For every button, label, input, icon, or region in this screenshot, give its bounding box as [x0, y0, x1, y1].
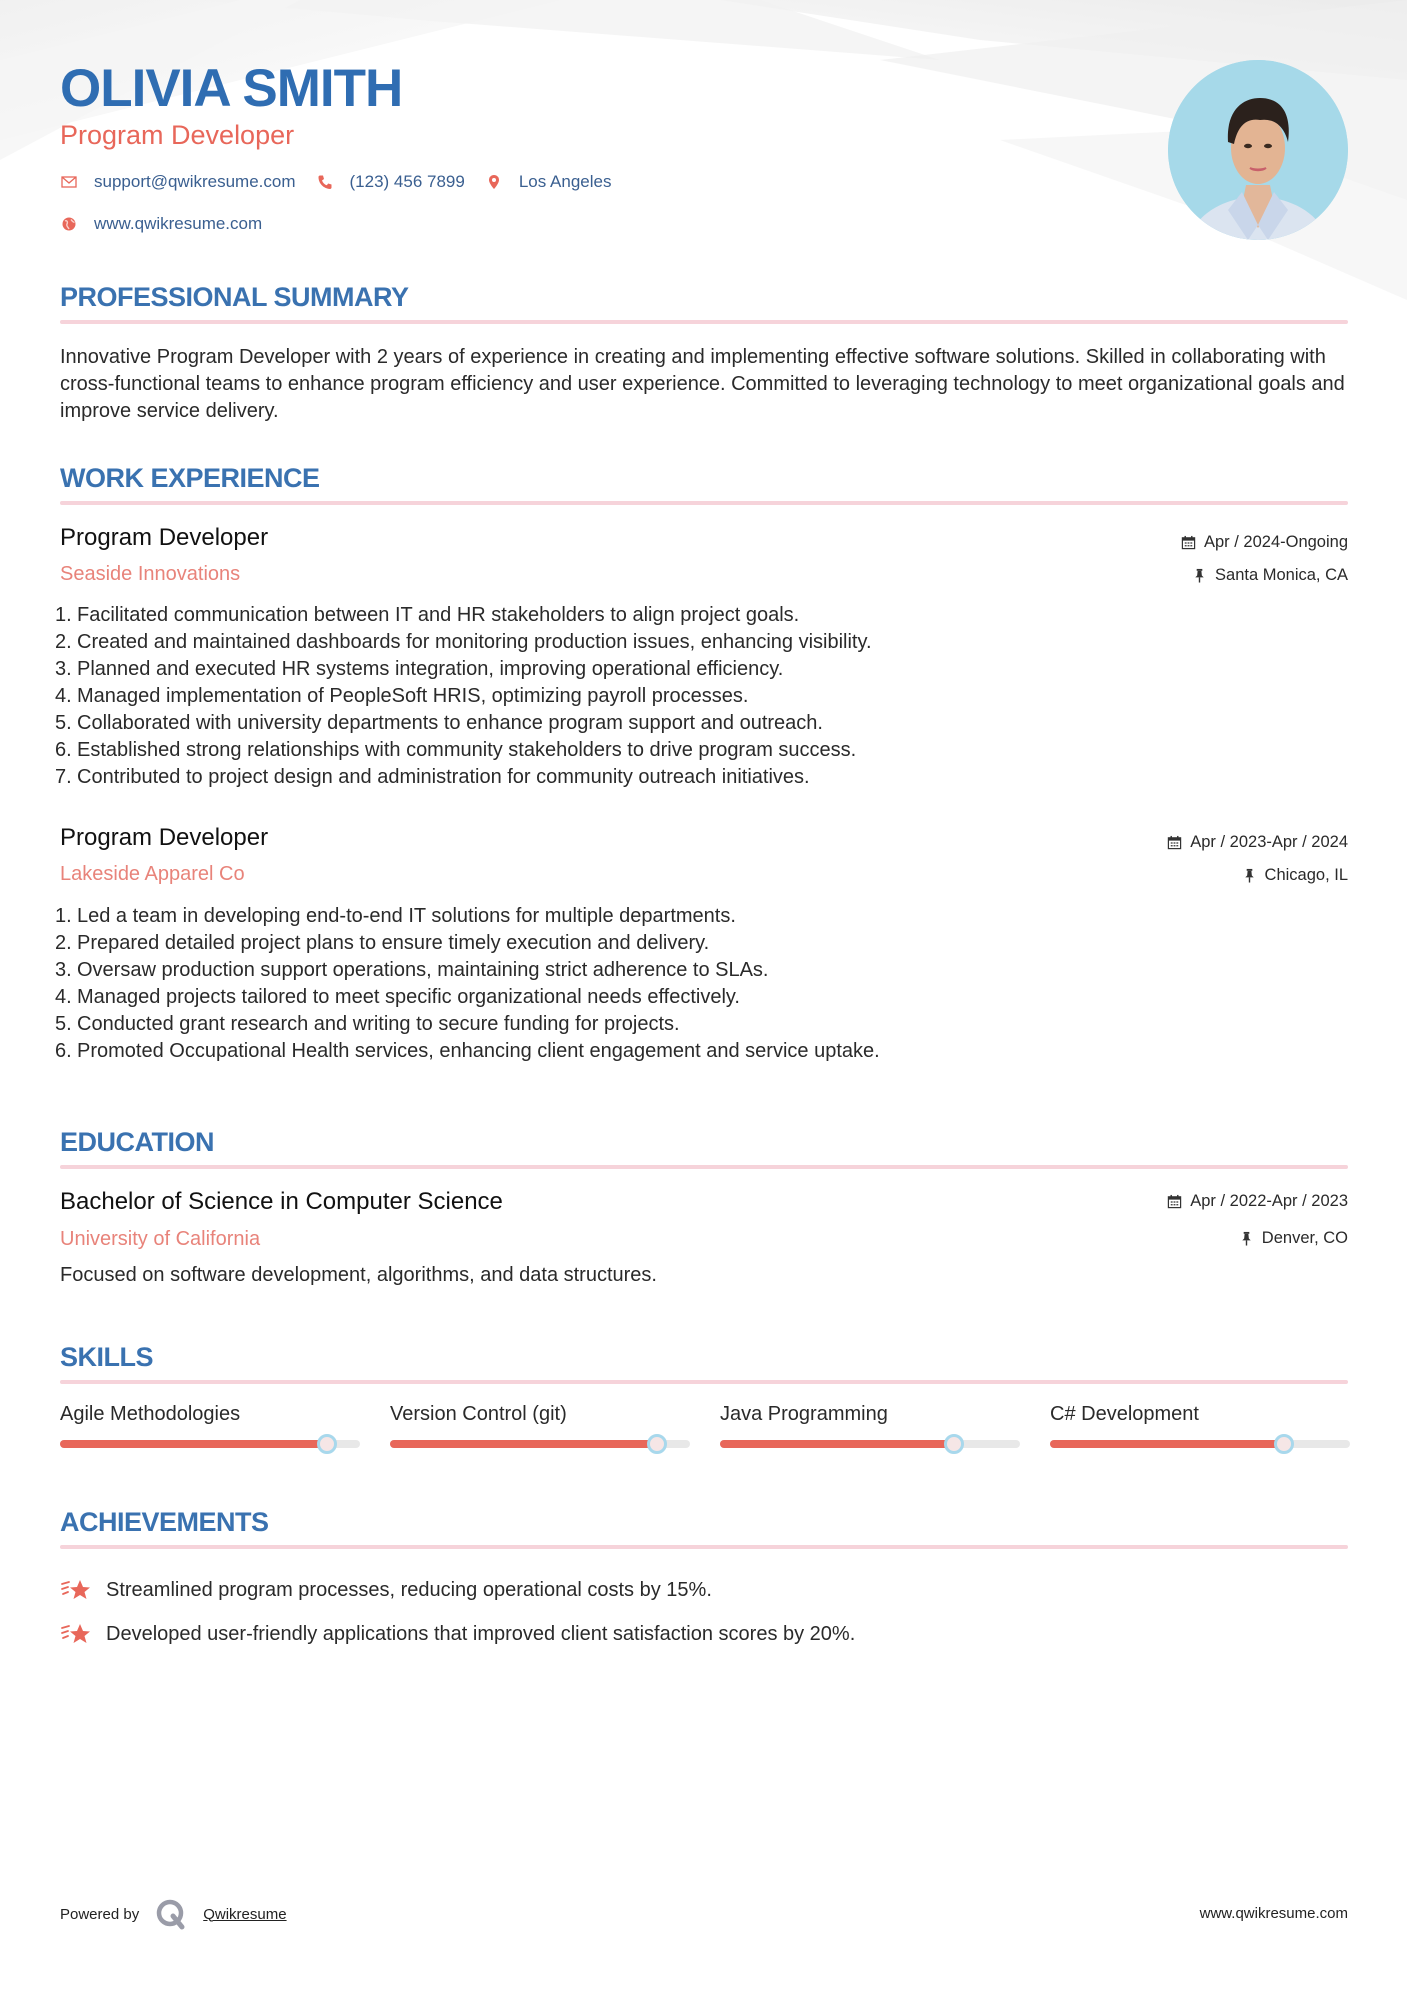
skill-item — [60, 1400, 360, 1448]
qwikresume-link[interactable]: Qwikresume — [203, 1905, 287, 1923]
list-item: 1. Led a team in developing end-to-end IT solutions for multiple departments. — [55, 905, 736, 927]
skill-level-knob — [944, 1434, 964, 1454]
list-item: 4. Managed implementation of PeopleSoft HRIS, optimizing payroll processes. — [55, 685, 749, 707]
list-item: 1. Facilitated communication between IT and HR stakeholders to align project goals. — [55, 604, 800, 626]
skill-level-knob — [1274, 1434, 1294, 1454]
skill-item — [720, 1400, 1020, 1448]
section-title-skills: SKILLS — [60, 1342, 154, 1372]
envelope-icon — [60, 173, 78, 191]
job-bullet-list — [55, 903, 1345, 1065]
list-item: 3. Planned and executed HR systems integration, improving operational efficiency. — [55, 658, 784, 680]
dates-text: Apr / 2022-Apr / 2023 — [1190, 1192, 1348, 1210]
section-title-experience: WORK EXPERIENCE — [60, 463, 320, 493]
calendar-icon — [1167, 1194, 1182, 1209]
contact-row-primary — [60, 172, 631, 192]
calendar-icon — [1181, 535, 1196, 550]
list-item: 5. Conducted grant research and writing to secure funding for projects. — [55, 1013, 680, 1035]
pushpin-icon — [1192, 568, 1207, 583]
location-text: Santa Monica, CA — [1215, 566, 1348, 584]
degree-title: Bachelor of Science in Computer Science — [60, 1188, 503, 1215]
section-divider — [60, 1165, 1348, 1169]
education-location — [1239, 1227, 1348, 1249]
achievement-text: Developed user-friendly applications that improved client satisfaction scores by 20%. — [106, 1622, 856, 1645]
pushpin-icon — [1242, 868, 1257, 883]
skill-label: Version Control (git) — [390, 1403, 567, 1425]
phone-text[interactable]: (123) 456 7899 — [349, 172, 465, 191]
skill-item — [1050, 1400, 1350, 1448]
website-text[interactable]: www.qwikresume.com — [94, 214, 263, 233]
school-name: University of California — [60, 1228, 261, 1250]
education-dates — [1167, 1190, 1348, 1212]
contact-row-secondary — [60, 214, 282, 234]
list-item: 4. Managed projects tailored to meet specific organizational needs effectively. — [55, 986, 740, 1008]
job-location — [1192, 564, 1348, 586]
phone-icon — [316, 173, 334, 191]
skill-label: Agile Methodologies — [60, 1403, 241, 1425]
footer-website[interactable]: www.qwikresume.com — [1199, 1905, 1348, 1922]
contact-website[interactable] — [60, 214, 262, 234]
location-text: Chicago, IL — [1264, 866, 1348, 884]
powered-by-label: Powered by — [60, 1905, 140, 1923]
skill-item — [390, 1400, 690, 1448]
list-item: 6. Promoted Occupational Health services, enhancing client engagement and service uptake. — [55, 1040, 880, 1062]
company-name: Seaside Innovations — [60, 563, 241, 585]
section-divider — [60, 1545, 1348, 1549]
skill-level-bar — [60, 1440, 360, 1448]
globe-icon — [60, 215, 78, 233]
achievement-item — [60, 1568, 855, 1612]
pushpin-icon — [1239, 1231, 1254, 1246]
qwikresume-logo-icon — [155, 1898, 187, 1930]
shooting-star-icon — [60, 1620, 92, 1648]
job-title: Program Developer — [60, 524, 269, 551]
contact-phone[interactable] — [316, 172, 465, 192]
section-title-achievements: ACHIEVEMENTS — [60, 1507, 269, 1537]
candidate-role: Program Developer — [60, 120, 295, 150]
section-divider — [60, 501, 1348, 505]
contact-location — [485, 172, 612, 192]
location-text: Los Angeles — [518, 172, 612, 191]
skill-level-bar — [390, 1440, 690, 1448]
contact-email[interactable] — [60, 172, 296, 192]
job-dates — [1181, 531, 1348, 553]
calendar-icon — [1167, 835, 1182, 850]
list-item: 6. Established strong relationships with community stakeholders to drive program success. — [55, 739, 857, 761]
candidate-name: OLIVIA SMITH — [60, 59, 403, 118]
achievement-item — [60, 1612, 855, 1656]
profile-photo — [1168, 60, 1348, 240]
job-location — [1242, 864, 1348, 886]
skill-level-bar — [720, 1440, 1020, 1448]
achievements-list — [60, 1568, 855, 1656]
location-text: Denver, CO — [1261, 1229, 1348, 1247]
list-item: 2. Prepared detailed project plans to ensure timely execution and delivery. — [55, 932, 710, 954]
dates-text: Apr / 2023-Apr / 2024 — [1190, 833, 1348, 851]
section-title-education: EDUCATION — [60, 1127, 214, 1157]
achievement-text: Streamlined program processes, reducing operational costs by 15%. — [106, 1578, 712, 1601]
skill-label: C# Development — [1050, 1403, 1199, 1425]
skill-level-knob — [647, 1434, 667, 1454]
section-divider — [60, 1380, 1348, 1384]
list-item: 5. Collaborated with university departments to enhance program support and outreach. — [55, 712, 823, 734]
summary-text: Innovative Program Developer with 2 years of experience in creating and implementing effective software solutions. Skilled in collaborating with cross-functional teams to enhance program efficiency and user experience. Committed to leveraging technology to meet organizational goals and improve service delivery. — [60, 346, 1345, 422]
job-dates — [1167, 831, 1348, 853]
shooting-star-icon — [60, 1576, 92, 1604]
job-bullet-list — [55, 602, 1345, 791]
list-item: 3. Oversaw production support operations, maintaining strict adherence to SLAs. — [55, 959, 769, 981]
map-pin-icon — [485, 173, 503, 191]
list-item: 2. Created and maintained dashboards for monitoring production issues, enhancing visibility. — [55, 631, 872, 653]
skill-level-bar — [1050, 1440, 1350, 1448]
section-title-summary: PROFESSIONAL SUMMARY — [60, 282, 409, 312]
list-item: 7. Contributed to project design and administration for community outreach initiatives. — [55, 766, 810, 788]
dates-text: Apr / 2024-Ongoing — [1203, 533, 1348, 551]
company-name: Lakeside Apparel Co — [60, 863, 245, 885]
footer-powered-by — [60, 1898, 287, 1930]
job-title: Program Developer — [60, 824, 269, 851]
skills-list — [60, 1400, 1350, 1448]
skill-label: Java Programming — [720, 1403, 888, 1425]
email-text[interactable]: support@qwikresume.com — [94, 172, 296, 191]
skill-level-knob — [317, 1434, 337, 1454]
section-divider — [60, 320, 1348, 324]
education-description: Focused on software development, algorithms, and data structures. — [60, 1264, 657, 1286]
